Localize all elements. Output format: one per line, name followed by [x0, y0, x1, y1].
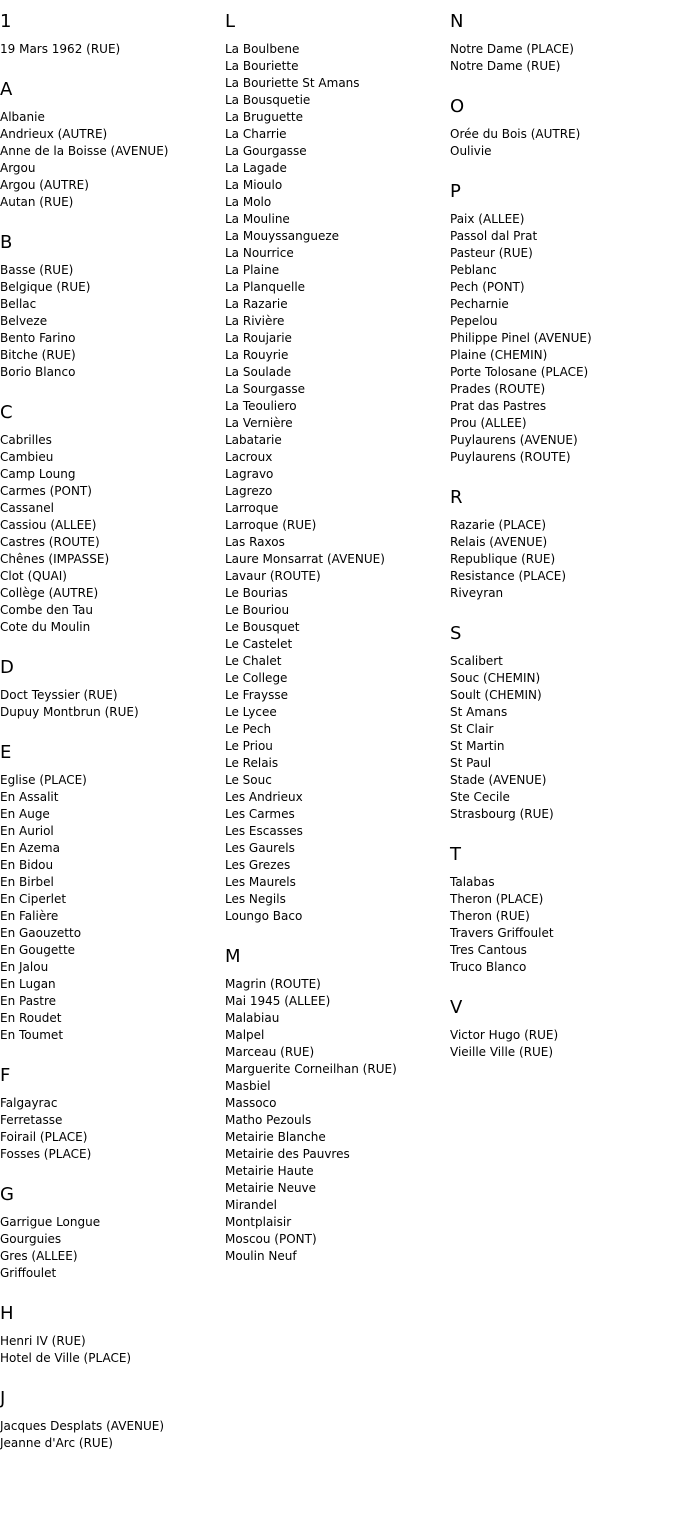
street-link[interactable]: Bitche (RUE): [0, 348, 76, 362]
street-link[interactable]: Puylaurens (ROUTE): [450, 450, 571, 464]
street-index-column-3: [450, 11, 675, 1082]
street-link[interactable]: En Gaouzetto: [0, 926, 82, 940]
street-link[interactable]: Eglise (PLACE): [0, 773, 87, 787]
street-link[interactable]: Las Raxos: [225, 535, 285, 549]
street-link[interactable]: Anne de la Boisse (AVENUE): [0, 144, 169, 158]
street-link[interactable]: Les Grezes: [225, 858, 291, 872]
letter-group: [0, 11, 225, 58]
street-link[interactable]: Cambieu: [0, 450, 54, 464]
street-link[interactable]: Peblanc: [450, 263, 497, 277]
street-link[interactable]: Oulivie: [450, 144, 492, 158]
street-link[interactable]: La Bouriette St Amans: [225, 76, 360, 90]
street-link[interactable]: Chênes (IMPASSE): [0, 552, 110, 566]
street-link[interactable]: Prades (ROUTE): [450, 382, 546, 396]
street-link[interactable]: Henri IV (RUE): [0, 1334, 86, 1348]
street-link[interactable]: Massoco: [225, 1096, 277, 1110]
section-letter-heading: N: [450, 11, 464, 32]
section-letter-heading: T: [450, 844, 461, 865]
street-link[interactable]: Plaine (CHEMIN): [450, 348, 548, 362]
street-link[interactable]: La Lagade: [225, 161, 287, 175]
street-link[interactable]: La Charrie: [225, 127, 287, 141]
street-link[interactable]: En Birbel: [0, 875, 54, 889]
street-link[interactable]: Falgayrac: [0, 1096, 58, 1110]
street-list: [0, 1214, 225, 1282]
street-link[interactable]: Le Castelet: [225, 637, 293, 651]
street-link[interactable]: Castres (ROUTE): [0, 535, 100, 549]
street-link[interactable]: Theron (PLACE): [450, 892, 544, 906]
street-link[interactable]: En Pastre: [0, 994, 57, 1008]
section-letter-heading: J: [0, 1388, 6, 1409]
street-link[interactable]: Souc (CHEMIN): [450, 671, 541, 685]
street-list: [0, 41, 225, 58]
street-link[interactable]: Republique (RUE): [450, 552, 556, 566]
letter-group: [450, 181, 675, 466]
section-letter-heading: 1: [0, 11, 12, 32]
street-list: [450, 874, 675, 976]
street-link[interactable]: Laure Monsarrat (AVENUE): [225, 552, 385, 566]
street-link[interactable]: Marceau (RUE): [225, 1045, 315, 1059]
street-link[interactable]: Mai 1945 (ALLEE): [225, 994, 331, 1008]
street-link[interactable]: La Roujarie: [225, 331, 292, 345]
street-link[interactable]: Foirail (PLACE): [0, 1130, 88, 1144]
street-link[interactable]: Moscou (PONT): [225, 1232, 317, 1246]
street-link[interactable]: 19 Mars 1962 (RUE): [0, 42, 121, 56]
street-link[interactable]: Mirandel: [225, 1198, 277, 1212]
street-link[interactable]: La Teouliero: [225, 399, 297, 413]
street-link[interactable]: Le Lycee: [225, 705, 277, 719]
street-link[interactable]: Les Gaurels: [225, 841, 295, 855]
letter-group: [450, 623, 675, 823]
street-link[interactable]: Masbiel: [225, 1079, 271, 1093]
street-link[interactable]: Cassanel: [0, 501, 54, 515]
street-link[interactable]: Belveze: [0, 314, 48, 328]
letter-group: [0, 1065, 225, 1163]
street-link[interactable]: Argou: [0, 161, 36, 175]
street-link[interactable]: Larroque (RUE): [225, 518, 317, 532]
street-link[interactable]: Borio Blanco: [0, 365, 76, 379]
street-link[interactable]: Matho Pezouls: [225, 1113, 312, 1127]
street-link[interactable]: La Plaine: [225, 263, 280, 277]
letter-group: [450, 487, 675, 602]
street-link[interactable]: Lavaur (ROUTE): [225, 569, 321, 583]
letter-group: [450, 96, 675, 160]
street-link[interactable]: La Razarie: [225, 297, 288, 311]
street-link[interactable]: Autan (RUE): [0, 195, 74, 209]
street-link[interactable]: Pasteur (RUE): [450, 246, 533, 260]
street-link[interactable]: Resistance (PLACE): [450, 569, 566, 583]
street-list: [0, 109, 225, 211]
street-list: [225, 41, 450, 925]
street-link[interactable]: Moulin Neuf: [225, 1249, 297, 1263]
street-link[interactable]: Les Maurels: [225, 875, 296, 889]
section-letter-heading: O: [450, 96, 465, 117]
street-link[interactable]: Gres (ALLEE): [0, 1249, 78, 1263]
section-letter-heading: M: [225, 946, 241, 967]
street-link[interactable]: Jacques Desplats (AVENUE): [0, 1419, 165, 1433]
letter-group: [0, 1184, 225, 1282]
street-list: [0, 772, 225, 1044]
street-link[interactable]: Soult (CHEMIN): [450, 688, 542, 702]
street-list: [0, 432, 225, 636]
street-link[interactable]: St Martin: [450, 739, 505, 753]
section-letter-heading: L: [225, 11, 236, 32]
street-link[interactable]: Camp Loung: [0, 467, 76, 481]
section-letter-heading: V: [450, 997, 463, 1018]
street-link[interactable]: Metairie des Pauvres: [225, 1147, 350, 1161]
street-link[interactable]: Malabiau: [225, 1011, 280, 1025]
street-link[interactable]: Orée du Bois (AUTRE): [450, 127, 581, 141]
street-link[interactable]: Prat das Pastres: [450, 399, 547, 413]
street-link[interactable]: Lagrezo: [225, 484, 273, 498]
street-link[interactable]: Metairie Blanche: [225, 1130, 326, 1144]
street-link[interactable]: Le Fraysse: [225, 688, 288, 702]
letter-group: [0, 402, 225, 636]
street-link[interactable]: Theron (RUE): [450, 909, 530, 923]
street-link[interactable]: En Auriol: [0, 824, 54, 838]
street-link[interactable]: Le Chalet: [225, 654, 282, 668]
letter-group: [0, 742, 225, 1044]
section-letter-heading: E: [0, 742, 12, 763]
letter-group: [0, 232, 225, 381]
street-link[interactable]: Strasbourg (RUE): [450, 807, 554, 821]
section-letter-heading: B: [0, 232, 13, 253]
street-index-column-2: [225, 11, 450, 1286]
letter-group: [0, 79, 225, 211]
section-letter-heading: G: [0, 1184, 14, 1205]
street-link[interactable]: Metairie Haute: [225, 1164, 314, 1178]
street-link[interactable]: Les Negils: [225, 892, 286, 906]
street-link[interactable]: En Jalou: [0, 960, 49, 974]
street-link[interactable]: Razarie (PLACE): [450, 518, 547, 532]
street-link[interactable]: Philippe Pinel (AVENUE): [450, 331, 592, 345]
street-link[interactable]: Tres Cantous: [450, 943, 527, 957]
section-letter-heading: P: [450, 181, 461, 202]
street-link[interactable]: Hotel de Ville (PLACE): [0, 1351, 132, 1365]
street-link[interactable]: La Vernière: [225, 416, 293, 430]
letter-group: [450, 997, 675, 1061]
street-link[interactable]: Basse (RUE): [0, 263, 74, 277]
street-link[interactable]: Prou (ALLEE): [450, 416, 527, 430]
street-link[interactable]: Truco Blanco: [450, 960, 527, 974]
street-link[interactable]: La Mouline: [225, 212, 290, 226]
street-list: [450, 1027, 675, 1061]
street-link[interactable]: Stade (AVENUE): [450, 773, 547, 787]
street-link[interactable]: Le Bousquet: [225, 620, 300, 634]
street-link[interactable]: En Assalit: [0, 790, 59, 804]
street-link[interactable]: Le Priou: [225, 739, 273, 753]
street-link[interactable]: Carmes (PONT): [0, 484, 92, 498]
street-link[interactable]: La Planquelle: [225, 280, 306, 294]
street-link[interactable]: La Nourrice: [225, 246, 294, 260]
letter-group: [0, 1388, 225, 1452]
street-link[interactable]: Le Bouriou: [225, 603, 290, 617]
street-link[interactable]: Relais (AVENUE): [450, 535, 548, 549]
street-link[interactable]: Bento Farino: [0, 331, 76, 345]
street-link[interactable]: Argou (AUTRE): [0, 178, 89, 192]
street-list: [450, 126, 675, 160]
letter-group: [0, 1303, 225, 1367]
street-list: [0, 1095, 225, 1163]
street-link[interactable]: Cabrilles: [0, 433, 52, 447]
street-link[interactable]: Metairie Neuve: [225, 1181, 317, 1195]
letter-group: [450, 844, 675, 976]
street-link[interactable]: Cote du Moulin: [0, 620, 91, 634]
street-link[interactable]: St Clair: [450, 722, 494, 736]
street-link[interactable]: Loungo Baco: [225, 909, 303, 923]
street-link[interactable]: En Azema: [0, 841, 60, 855]
street-link[interactable]: La Soulade: [225, 365, 292, 379]
street-link[interactable]: St Paul: [450, 756, 492, 770]
street-list: [0, 262, 225, 381]
street-link[interactable]: La Mioulo: [225, 178, 283, 192]
street-link[interactable]: Dupuy Montbrun (RUE): [0, 705, 139, 719]
street-link[interactable]: La Rivière: [225, 314, 285, 328]
street-link[interactable]: Marguerite Corneilhan (RUE): [225, 1062, 397, 1076]
street-link[interactable]: Montplaisir: [225, 1215, 292, 1229]
street-link[interactable]: St Amans: [450, 705, 508, 719]
street-link[interactable]: Andrieux (AUTRE): [0, 127, 108, 141]
street-link[interactable]: Les Carmes: [225, 807, 295, 821]
street-list: [450, 653, 675, 823]
street-link[interactable]: En Toumet: [0, 1028, 64, 1042]
street-link[interactable]: Paix (ALLEE): [450, 212, 525, 226]
street-link[interactable]: Combe den Tau: [0, 603, 93, 617]
street-link[interactable]: Garrigue Longue: [0, 1215, 101, 1229]
street-list: [0, 687, 225, 721]
section-letter-heading: S: [450, 623, 462, 644]
letter-group: [0, 657, 225, 721]
street-list: [0, 1333, 225, 1367]
street-link[interactable]: Scalibert: [450, 654, 503, 668]
street-link[interactable]: Labatarie: [225, 433, 282, 447]
street-link[interactable]: En Bidou: [0, 858, 54, 872]
street-list: [450, 41, 675, 75]
street-link[interactable]: Pepelou: [450, 314, 498, 328]
street-link[interactable]: Vieille Ville (RUE): [450, 1045, 554, 1059]
street-link[interactable]: En Gougette: [0, 943, 76, 957]
street-link[interactable]: Notre Dame (PLACE): [450, 42, 574, 56]
street-link[interactable]: Les Andrieux: [225, 790, 303, 804]
street-list: [225, 976, 450, 1265]
street-link[interactable]: Belgique (RUE): [0, 280, 91, 294]
street-link[interactable]: Fosses (PLACE): [0, 1147, 92, 1161]
street-link[interactable]: Lagravo: [225, 467, 274, 481]
street-link[interactable]: Le Souc: [225, 773, 272, 787]
section-letter-heading: F: [0, 1065, 11, 1086]
street-link[interactable]: Pecharnie: [450, 297, 509, 311]
street-list: [450, 517, 675, 602]
street-link[interactable]: Griffoulet: [0, 1266, 57, 1280]
street-link[interactable]: Les Escasses: [225, 824, 303, 838]
street-link[interactable]: Le Relais: [225, 756, 279, 770]
street-link[interactable]: Doct Teyssier (RUE): [0, 688, 118, 702]
street-link[interactable]: Malpel: [225, 1028, 265, 1042]
street-link[interactable]: La Sourgasse: [225, 382, 305, 396]
street-link[interactable]: La Bouriette: [225, 59, 299, 73]
street-link[interactable]: La Molo: [225, 195, 272, 209]
street-link[interactable]: La Rouyrie: [225, 348, 289, 362]
street-link[interactable]: En Auge: [0, 807, 50, 821]
street-link[interactable]: Ste Cecile: [450, 790, 510, 804]
street-link[interactable]: En Lugan: [0, 977, 56, 991]
street-link[interactable]: Magrin (ROUTE): [225, 977, 321, 991]
street-link[interactable]: Gourguies: [0, 1232, 62, 1246]
street-link[interactable]: Larroque: [225, 501, 279, 515]
street-link[interactable]: La Gourgasse: [225, 144, 307, 158]
street-link[interactable]: La Boulbene: [225, 42, 300, 56]
section-letter-heading: A: [0, 79, 13, 100]
section-letter-heading: C: [0, 402, 13, 423]
street-link[interactable]: Le Pech: [225, 722, 272, 736]
street-link[interactable]: Porte Tolosane (PLACE): [450, 365, 589, 379]
street-link[interactable]: Travers Griffoulet: [450, 926, 554, 940]
street-link[interactable]: Le Bourias: [225, 586, 288, 600]
section-letter-heading: H: [0, 1303, 14, 1324]
street-link[interactable]: Notre Dame (RUE): [450, 59, 561, 73]
street-list: [450, 211, 675, 466]
street-link[interactable]: Clot (QUAI): [0, 569, 67, 583]
street-link[interactable]: Albanie: [0, 110, 45, 124]
street-link[interactable]: La Mouyssangueze: [225, 229, 340, 243]
street-link[interactable]: En Ciperlet: [0, 892, 67, 906]
street-link[interactable]: Ferretasse: [0, 1113, 63, 1127]
street-link[interactable]: Lacroux: [225, 450, 273, 464]
street-link[interactable]: Jeanne d'Arc (RUE): [0, 1436, 113, 1450]
street-link[interactable]: Cassiou (ALLEE): [0, 518, 97, 532]
street-index-column-1: [0, 11, 225, 1473]
street-link[interactable]: Talabas: [450, 875, 495, 889]
section-letter-heading: R: [450, 487, 463, 508]
street-link[interactable]: Le College: [225, 671, 288, 685]
street-link[interactable]: Pech (PONT): [450, 280, 525, 294]
street-link[interactable]: Victor Hugo (RUE): [450, 1028, 559, 1042]
street-link[interactable]: La Bruguette: [225, 110, 304, 124]
street-link[interactable]: Puylaurens (AVENUE): [450, 433, 578, 447]
street-link[interactable]: En Roudet: [0, 1011, 62, 1025]
letter-group: [450, 11, 675, 75]
letter-group: [225, 946, 450, 1265]
street-link[interactable]: Passol dal Prat: [450, 229, 538, 243]
street-link[interactable]: En Falière: [0, 909, 59, 923]
street-link[interactable]: Bellac: [0, 297, 37, 311]
street-link[interactable]: Riveyran: [450, 586, 504, 600]
letter-group: [225, 11, 450, 925]
section-letter-heading: D: [0, 657, 14, 678]
street-list: [0, 1418, 225, 1452]
street-link[interactable]: Collège (AUTRE): [0, 586, 99, 600]
street-link[interactable]: La Bousquetie: [225, 93, 311, 107]
